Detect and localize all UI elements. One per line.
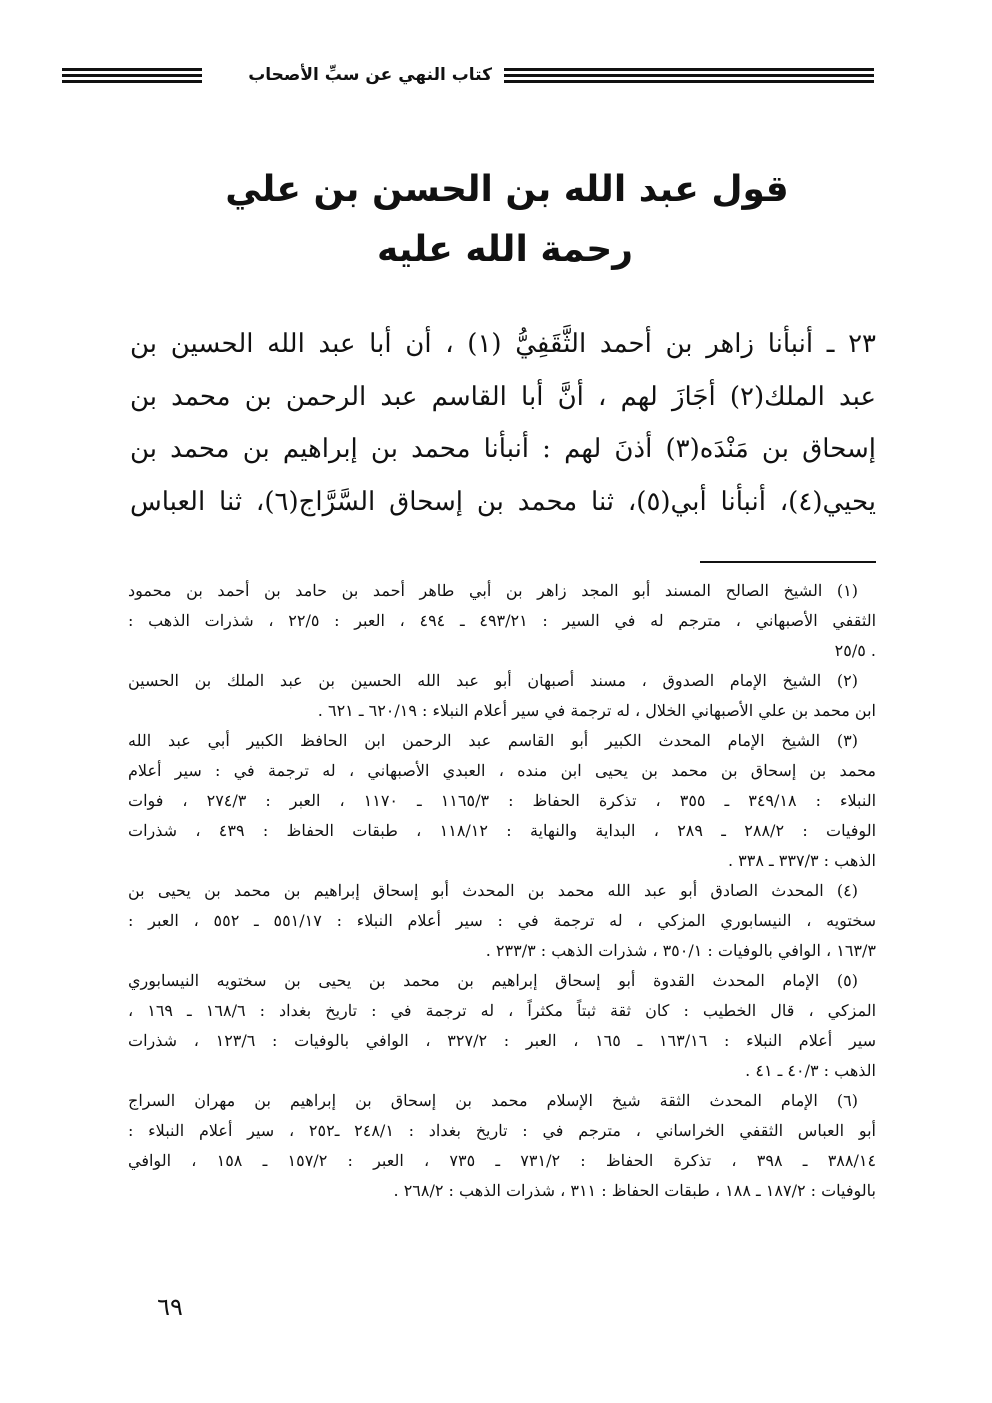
footnote-line: (٥) الإمام المحدث القدوة أبو إسحاق إبراهيم بن محمد بن يحيى بن سختويه النيسابوري xyxy=(128,971,858,990)
header-rule-line xyxy=(62,80,202,83)
header-rule-left xyxy=(62,68,202,84)
main-text-line: إسحاق بن مَنْدَه(٣) أذنَ لهم : أنبأنا محمد بن إبراهيم بن محمد بن xyxy=(130,434,876,464)
footnote-2 xyxy=(128,666,876,726)
header-rule-line xyxy=(504,80,874,83)
page-number: ٦٩ xyxy=(157,1293,183,1321)
footnote-line: النبلاء : ٣٤٩/١٨ ـ ٣٥٥ ، تذكرة الحفاظ : ١١٦٥/٣ ـ ١١٧٠ ، العبر : ٢٧٤/٣ ، فوات xyxy=(128,791,877,810)
footnote-line: الذهب : ٤٠/٣ ـ ٤١ . xyxy=(745,1061,876,1080)
footnote-line: ابن محمد بن علي الأصبهاني الخلال ، له ترجمة في سير أعلام النبلاء : ٦٢٠/١٩ ـ ٦٢١ . xyxy=(317,701,876,720)
footnote-line: بالوفيات : ١٨٧/٢ ـ ١٨٨ ، طبقات الحفاظ : ٣١١ ، شذرات الذهب : ٢٦٨/٢ . xyxy=(393,1181,876,1200)
footnote-line: (٦) الإمام المحدث الثقة شيخ الإسلام محمد بن إسحاق بن إبراهيم بن مهران السراج xyxy=(128,1091,858,1110)
footnote-line: ٣٨٨/١٤ ـ ٣٩٨ ، تذكرة الحفاظ : ٧٣١/٢ ـ ٧٣٥ ، العبر : ١٥٧/٢ ـ ١٥٨ ، الوافي xyxy=(128,1151,877,1170)
running-header xyxy=(62,62,874,90)
footnote-line: سختويه ، النيسابوري المزكي ، له ترجمة في : سير أعلام النبلاء : ٥٥١/١٧ ـ ٥٥٢ ، العبر : xyxy=(128,911,876,930)
footnote-line: (٢) الشيخ الإمام الصدوق ، مسند أصبهان أبو عبد الله الحسين بن عبد الملك بن الحسين xyxy=(128,671,858,690)
footnote-line: الثقفي الأصبهاني ، مترجم له في السير : ٤٩٣/٢١ ـ ٤٩٤ ، العبر : ٢٢/٥ ، شذرات الذهب : xyxy=(128,611,877,630)
section-heading: قول عبد الله بن الحسن بن علي xyxy=(225,169,789,210)
main-text-line: عبد الملك(٢) أجَازَ لهم ، أنَّ أبا القاسم عبد الرحمن بن محمد بن xyxy=(130,381,876,412)
footnote-line: ١٦٣/٣ ، الوافي بالوفيات : ٣٥٠/١ ، شذرات الذهب : ٢٣٣/٣ . xyxy=(485,941,876,960)
footnote-6 xyxy=(128,1086,876,1206)
header-rule-right xyxy=(504,68,874,84)
header-rule-line xyxy=(504,68,874,71)
footnote-line: (١) الشيخ الصالح المسند أبو المجد زاهر بن أبي طاهر أحمد بن حامد بن أحمد بن محمود xyxy=(128,581,858,600)
footnote-1 xyxy=(128,576,876,666)
header-rule-line xyxy=(62,68,202,71)
main-text xyxy=(130,318,876,528)
header-rule-line xyxy=(504,74,874,77)
footnote-line: المزكي ، قال الخطيب : كان ثقة ثبتاً مكثراً ، له ترجمة في : تاريخ بغداد : ١٦٨/٦ ـ ١٦٩ ، xyxy=(128,1001,877,1020)
footnote-3 xyxy=(128,726,876,876)
footnote-line: الوفيات : ٢٨٨/٢ ـ ٢٨٩ ، البداية والنهاية : ١١٨/١٢ ، طبقات الحفاظ : ٤٣٩ ، شذرات xyxy=(128,821,877,840)
header-rule-line xyxy=(62,74,202,77)
footnote-line: أبو العباس الثقفي الخراساني ، مترجم في : تاريخ بغداد : ٢٤٨/١ ـ٢٥٢ ، سير أعلام النبلاء : xyxy=(128,1121,877,1140)
footnote-line: سير أعلام النبلاء : ١٦٣/١٦ ـ ١٦٥ ، العبر : ٣٢٧/٢ ، الوافي بالوفيات : ١٢٣/٦ ، شذرات xyxy=(128,1031,877,1050)
section-subheading: رحمة الله عليه xyxy=(377,229,633,270)
footnote-line: (٣) الشيخ الإمام المحدث الكبير أبو القاسم عبد الرحمن ابن الحافظ الكبير أبي عبد الله xyxy=(128,731,858,750)
footnote-separator xyxy=(700,561,876,563)
main-text-line: يحيي(٤)، أنبأنا أبي(٥)، ثنا محمد بن إسحاق السَّرَّاج(٦)، ثنا العباس xyxy=(130,486,876,517)
main-text-line: ٢٣ ـ أنبأنا زاهر بن أحمد الثَّقَفِيُّ (١) ، أن أبا عبد الله الحسين بن xyxy=(130,329,876,359)
footnote-5 xyxy=(128,966,876,1086)
footnote-4 xyxy=(128,876,876,966)
footnotes xyxy=(128,576,876,1206)
footnote-line: محمد بن إسحاق بن محمد بن يحيى ابن منده ، العبدي الأصبهاني ، له ترجمة في : سير أعلام xyxy=(128,761,876,780)
footnote-line: (٤) المحدث الصادق أبو عبد الله محمد بن المحدث أبو إسحاق إبراهيم بن محمد بن يحيى بن xyxy=(128,881,858,900)
footnote-line: الذهب : ٣٣٧/٣ ـ ٣٣٨ . xyxy=(727,851,876,870)
footnote-line: . ٢٥/٥ xyxy=(834,641,876,660)
book-title: كتاب النهي عن سبِّ الأصحاب xyxy=(248,65,492,85)
